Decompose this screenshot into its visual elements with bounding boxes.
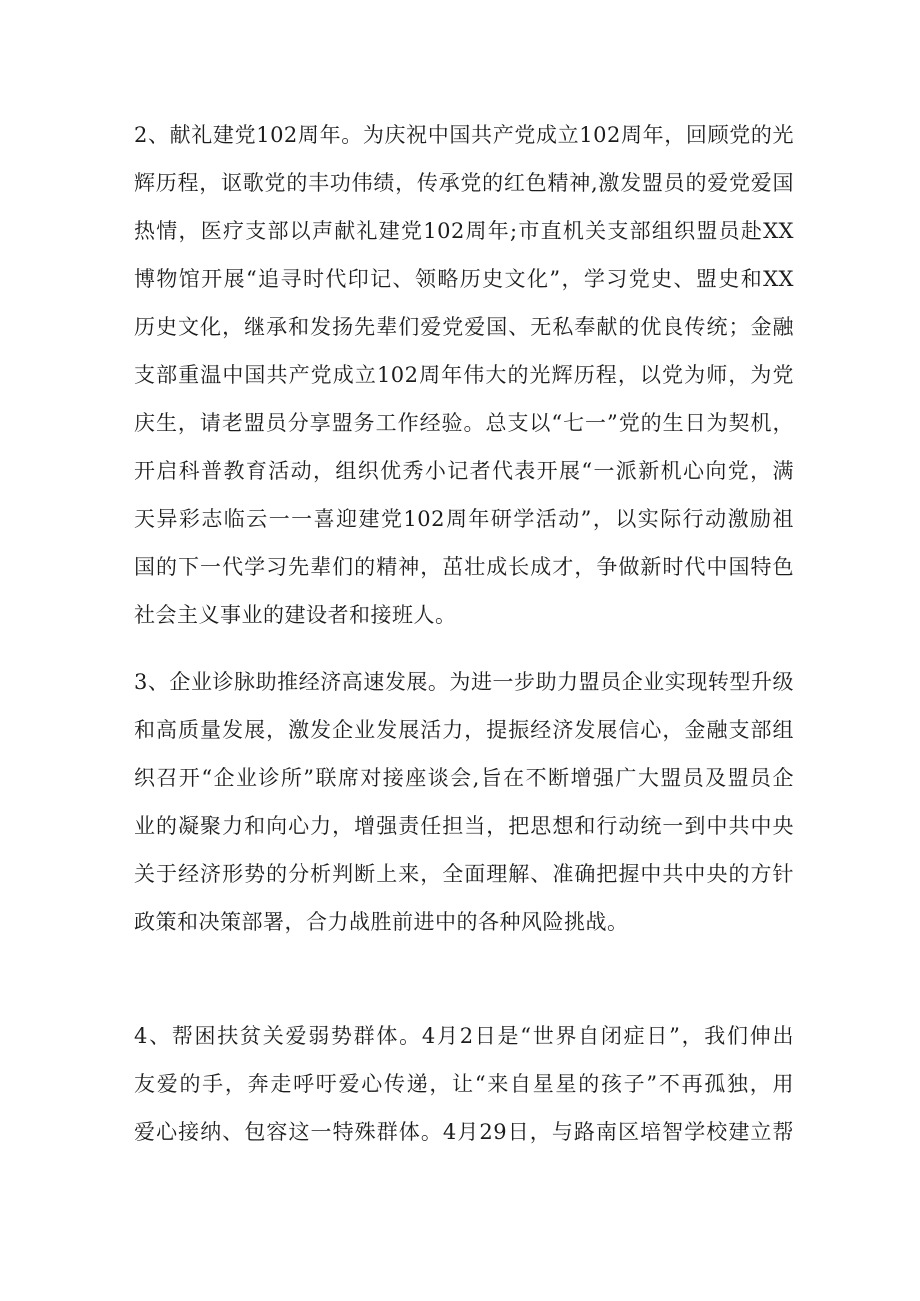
text-line: 国的下一代学习先辈们的精神，茁壮成长成才，争做新时代中国特色 [134, 555, 794, 579]
text-line: 热情，医疗支部以声献礼建党102周年;市直机关支部组织盟员赴XX [134, 219, 794, 243]
paragraph-4 [134, 1012, 794, 1156]
text-line: 爱心接纳、包容这一特殊群体。4月29日，与路南区培智学校建立帮 [134, 1120, 794, 1144]
text-line: 和高质量发展，激发企业发展活力，提振经济发展信心，金融支部组 [134, 718, 794, 742]
text-line: 关于经济形势的分析判断上来，全面理解、准确把握中共中央的方针 [134, 862, 794, 886]
text-line: 社会主义事业的建设者和接班人。 [134, 603, 457, 627]
text-line: 博物馆开展“追寻时代印记、领略历史文化”，学习党史、盟史和XX [134, 267, 794, 291]
text-line: 庆生，请老盟员分享盟务工作经验。总支以“七一”党的生日为契机， [134, 411, 794, 435]
text-line: 历史文化，继承和发扬先辈们爱党爱国、无私奉献的优良传统；金融 [134, 315, 794, 339]
text-line: 政策和决策部署，合力战胜前进中的各种风险挑战。 [134, 910, 629, 934]
text-line: 业的凝聚力和向心力，增强责任担当，把思想和行动统一到中共中央 [134, 814, 794, 838]
paragraph-2 [134, 111, 794, 639]
text-line: 开启科普教育活动，组织优秀小记者代表开展“一派新机心向党，满 [134, 459, 794, 483]
paragraph-3 [134, 658, 794, 946]
text-line: 2、献礼建党102周年。为庆祝中国共产党成立102周年，回顾党的光 [134, 123, 794, 147]
text-line: 天异彩志临云一一喜迎建党102周年研学活动”，以实际行动激励祖 [134, 507, 794, 531]
text-line: 支部重温中国共产党成立102周年伟大的光辉历程，以党为师，为党 [134, 363, 794, 387]
text-line: 4、帮困扶贫关爱弱势群体。4月2日是“世界自闭症日”，我们伸出 [134, 1024, 794, 1048]
text-line: 3、企业诊脉助推经济高速发展。为进一步助力盟员企业实现转型升级 [134, 670, 794, 694]
text-line: 织召开“企业诊所”联席对接座谈会,旨在不断增强广大盟员及盟员企 [134, 766, 794, 790]
text-line: 友爱的手，奔走呼吁爱心传递，让“来自星星的孩子”不再孤独，用 [134, 1072, 794, 1096]
text-line: 辉历程，讴歌党的丰功伟绩，传承党的红色精神,激发盟员的爱党爱国 [134, 171, 794, 195]
